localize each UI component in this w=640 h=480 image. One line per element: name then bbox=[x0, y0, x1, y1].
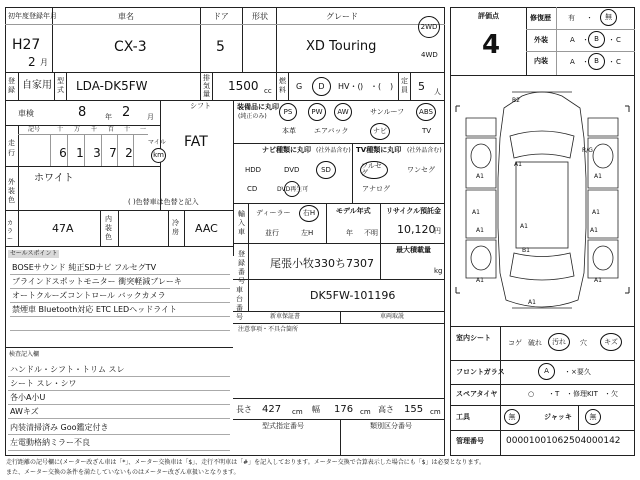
inspector-line: 左電動格納ミラー不良 bbox=[10, 438, 90, 447]
car-name: CX-3 bbox=[114, 39, 147, 55]
model-value: LDA-DK5FW bbox=[76, 79, 148, 93]
mileage-digit: 6 bbox=[59, 146, 67, 160]
import-parallel: 並行 bbox=[265, 229, 279, 237]
color-code-value: 47A bbox=[52, 222, 74, 235]
import-right-circle: 右H bbox=[299, 205, 319, 222]
chassis-label: 車台番号 bbox=[236, 286, 243, 321]
recycle-value: 10,120 bbox=[397, 223, 436, 236]
frontglass-label: フロントガラス bbox=[456, 368, 505, 376]
navi-dvd-play-circle bbox=[284, 181, 300, 197]
inspection-year-unit: 年 bbox=[105, 113, 112, 121]
unit-jyu: 十 bbox=[124, 126, 131, 133]
seat-yogore-circle: 汚れ bbox=[548, 333, 570, 351]
spare-label: スペアタイヤ bbox=[456, 390, 498, 398]
mileage-digit: 7 bbox=[109, 146, 117, 160]
fuel-diesel-circle: D bbox=[312, 77, 331, 96]
inspection-month-unit: 月 bbox=[147, 113, 154, 121]
reg-label: 初年度登録年月 bbox=[8, 12, 57, 20]
navi-dvd: DVD bbox=[284, 166, 300, 174]
model-label: 型式 bbox=[57, 77, 64, 94]
unit-man: 万 bbox=[74, 126, 81, 133]
tools-label: 工具 bbox=[456, 413, 470, 421]
diagram-mark: A1 bbox=[520, 223, 528, 230]
manage-label: 管理番号 bbox=[456, 437, 484, 445]
fuel-other: ・( bbox=[370, 82, 382, 91]
mileage-label: 走行 bbox=[8, 139, 15, 157]
int-c: C bbox=[616, 58, 621, 66]
spare-opt: ・T bbox=[548, 390, 560, 398]
drive-2wd-circle: 2WD bbox=[418, 16, 440, 38]
equip-airbag: エアバック bbox=[314, 127, 349, 135]
max-load-label: 最大積載量 bbox=[396, 246, 431, 254]
shape-label: 形状 bbox=[252, 12, 268, 21]
model-year-unknown: 不明 bbox=[364, 229, 378, 237]
fuel-g: G bbox=[296, 82, 303, 91]
equip-abs-circle: ABS bbox=[416, 103, 436, 121]
reg-type-label: 登録 bbox=[8, 77, 15, 94]
grade-value: XD Touring bbox=[306, 39, 377, 54]
sales-point-line: 禁煙車 Bluetooth対応 ETC LEDヘッドライト bbox=[12, 305, 177, 314]
equip-pw-circle: PW bbox=[308, 103, 326, 121]
disp-unit: cc bbox=[264, 87, 272, 95]
unit-hyaku: 百 bbox=[108, 126, 115, 133]
diagram-mark: A1 bbox=[514, 161, 522, 168]
width-unit: cm bbox=[360, 408, 371, 416]
diagram-mark: A1 bbox=[472, 209, 480, 216]
diagram-mark: A1 bbox=[594, 173, 602, 180]
width-value: 176 bbox=[334, 404, 354, 415]
grade-label: グレード bbox=[326, 12, 358, 21]
type-spec-label: 型式指定番号 bbox=[262, 422, 304, 430]
mileage-sub-label: 記号 bbox=[28, 126, 41, 133]
reg-era: H27 bbox=[12, 37, 41, 53]
fuel-label: 燃料 bbox=[279, 77, 286, 94]
spare-opt: ○ bbox=[528, 390, 535, 398]
diagram-mark: A1 bbox=[476, 173, 484, 180]
mile-label: マイル bbox=[148, 139, 166, 146]
sales-points-label: セールスポイント bbox=[10, 250, 58, 257]
diagram-mark: A1 bbox=[592, 209, 600, 216]
equip-sunroof: サンルーフ bbox=[370, 108, 405, 116]
tools-none-circle: 無 bbox=[504, 409, 520, 425]
ext-dot2: ・ bbox=[608, 36, 615, 44]
cap-unit: 人 bbox=[434, 88, 441, 96]
drive-4wd: 4WD bbox=[421, 51, 438, 59]
ac-label: 冷房 bbox=[172, 219, 179, 236]
spare-opt: ・欠 bbox=[604, 390, 618, 398]
diagram-mark: R/G bbox=[582, 147, 593, 154]
plate-label: 登録番号 bbox=[238, 250, 245, 285]
unit-jyu-man: 十 bbox=[57, 126, 64, 133]
inspector-line: シート スレ・シワ bbox=[10, 379, 77, 388]
equipment-label: 装備品に丸印 bbox=[237, 103, 279, 111]
ext-b-circle: B bbox=[588, 31, 605, 48]
seat-koge: コゲ bbox=[508, 339, 522, 347]
length-value: 427 bbox=[262, 404, 282, 415]
cap-value: 5 bbox=[418, 80, 425, 93]
ext-a: A bbox=[570, 36, 575, 44]
navi-dvd-play: DVD再生可 bbox=[277, 186, 309, 193]
warranty-new-car: 新車保証書 bbox=[270, 313, 301, 320]
inspector-line: ハンドル・シフト・トリム スレ bbox=[10, 365, 125, 374]
inspector-line: 内装清掃済み Goo鑑定付き bbox=[10, 423, 109, 432]
seat-label: 室内シート bbox=[456, 334, 491, 342]
shift-label: シフト bbox=[190, 102, 211, 110]
length-label: 長さ bbox=[236, 405, 252, 414]
exterior-label: 外装色 bbox=[8, 178, 15, 204]
shift-value: FAT bbox=[184, 134, 208, 150]
width-label: 幅 bbox=[312, 405, 320, 414]
reg-type-value: 自家用 bbox=[22, 80, 52, 91]
ac-value: AAC bbox=[195, 222, 218, 235]
jack-none-circle: 無 bbox=[585, 409, 601, 425]
km-circle: km bbox=[151, 148, 166, 163]
int-dot2: ・ bbox=[608, 58, 615, 66]
diagram-mark: B1 bbox=[522, 247, 530, 254]
unit-ichi: 一 bbox=[140, 126, 147, 133]
import-dealer: ディーラー bbox=[256, 209, 291, 217]
inspection-year: 8 bbox=[78, 105, 87, 120]
manage-value: 0000100106250400014​2 bbox=[506, 436, 621, 446]
equip-leather: 本革 bbox=[282, 127, 296, 135]
color-code-label: カラー bbox=[7, 220, 14, 243]
score-value: 4 bbox=[482, 30, 501, 60]
navi-label: ナビ種類に丸印 bbox=[262, 146, 311, 154]
equip-tv: TV bbox=[422, 127, 432, 135]
height-unit: cm bbox=[430, 408, 441, 416]
repair-none-circle: 無 bbox=[600, 9, 617, 26]
diagram-mark: A1 bbox=[590, 227, 598, 234]
fuel-close: ) bbox=[360, 82, 364, 91]
recycle-unit: 円 bbox=[434, 227, 441, 235]
seat-ana: 穴 bbox=[580, 339, 587, 347]
sales-point-line: ブラインドスポットモニター 衝突軽減ブレーキ bbox=[12, 277, 182, 286]
int-b-circle: B bbox=[588, 53, 605, 70]
warranty-manual: 車両取説 bbox=[380, 313, 405, 320]
model-year-label: モデル年式 bbox=[336, 207, 371, 215]
frontglass-opt: ・×要久 bbox=[564, 368, 591, 376]
car-diagram bbox=[452, 78, 633, 323]
tv-label: TV種類に丸印 bbox=[356, 146, 402, 154]
tv-fullseg-circle: フルセグ bbox=[360, 161, 388, 179]
ext-c: C bbox=[616, 36, 621, 44]
interior-color-label: 内装色 bbox=[105, 215, 112, 241]
repair-yes: 有 bbox=[568, 14, 575, 22]
disp-value: 1500 bbox=[228, 79, 259, 93]
tv-sub: (社外品含む) bbox=[407, 147, 442, 154]
navi-sub: (社外品含む) bbox=[316, 147, 351, 154]
score-label: 評価点 bbox=[478, 12, 499, 20]
diagram-mark: A1 bbox=[594, 277, 602, 284]
fuel-hv: HV・( bbox=[338, 82, 361, 91]
diagram-mark: A1 bbox=[476, 227, 484, 234]
disp-label: 排気量 bbox=[203, 74, 210, 98]
frontglass-a-circle: A bbox=[538, 363, 555, 380]
navi-sd-circle: SD bbox=[316, 161, 336, 179]
seat-yabure: 破れ bbox=[528, 339, 542, 347]
max-load-unit: kg bbox=[434, 267, 443, 275]
import-label: 輸入車 bbox=[238, 210, 245, 236]
sales-point-line: BOSEサウンド 純正SDナビ フルセグTV bbox=[12, 263, 157, 272]
chassis-value: DK5FW-101196 bbox=[310, 289, 396, 302]
ext-dot: ・ bbox=[582, 36, 589, 44]
inspector-label: 検査記入欄 bbox=[9, 351, 40, 358]
height-label: 高さ bbox=[378, 405, 394, 414]
int-dot: ・ bbox=[582, 58, 589, 66]
repair-dot: ・ bbox=[586, 14, 593, 22]
mileage-digit: 2 bbox=[125, 146, 133, 160]
navi-hdd: HDD bbox=[245, 166, 262, 174]
length-unit: cm bbox=[292, 408, 303, 416]
height-value: 155 bbox=[404, 404, 424, 415]
navi-cd: CD bbox=[247, 185, 258, 193]
diagram-mark: B2 bbox=[512, 97, 520, 104]
plate-value: 尾張小牧330ち7307 bbox=[270, 257, 374, 270]
notice-label: 注意事項・不具合箇所 bbox=[238, 326, 299, 333]
unit-sen: 千 bbox=[91, 126, 98, 133]
cap-label: 定員 bbox=[401, 77, 408, 94]
sales-point-line: オートクルーズコントロール バックカメラ bbox=[12, 291, 166, 300]
exterior-value: ホワイト bbox=[34, 173, 74, 184]
reg-month-unit: 月 bbox=[40, 58, 48, 67]
tv-oneseg: ワンセグ bbox=[407, 166, 435, 174]
footer-line-1: 走行距離の記号欄に(メーター改ざん車は「*」、メーター交換車は「$」、走行不明車は「#」を記入しております。メーター交換で合算表示した場合にも「$」は必要となります。 bbox=[6, 459, 486, 466]
int-label: 内装 bbox=[534, 57, 548, 65]
fuel-other-close: ) bbox=[390, 82, 394, 91]
reg-month: 2 bbox=[28, 55, 36, 69]
inspector-line: AWキズ bbox=[10, 407, 39, 416]
model-year-unit: 年 bbox=[346, 229, 353, 237]
inspector-line: 各小A小U bbox=[10, 393, 46, 402]
mileage-digit: 1 bbox=[76, 146, 84, 160]
recycle-label: リサイクル預託金 bbox=[386, 207, 442, 215]
footer-line-2: また、メーター交換の条件を満たしていないものはメーター改ざん車扱いとなります。 bbox=[6, 469, 240, 476]
int-a: A bbox=[570, 58, 575, 66]
jack-label: ジャッキ bbox=[544, 413, 572, 421]
inspection-month: 2 bbox=[122, 105, 131, 120]
diagram-mark: A1 bbox=[476, 277, 484, 284]
equipment-sub: (純正のみ) bbox=[238, 113, 267, 120]
equip-aw-circle: AW bbox=[334, 103, 352, 121]
spare-opt: ・修理KIT bbox=[566, 390, 598, 398]
ext-label: 外装 bbox=[534, 36, 548, 44]
inspection-label: 車検 bbox=[18, 109, 34, 118]
door-label: ドア bbox=[213, 12, 229, 21]
name-label: 車名 bbox=[118, 12, 134, 21]
tv-analog: アナログ bbox=[362, 185, 390, 193]
exterior-note: ( )色替車は色替と記入 bbox=[128, 198, 199, 206]
equip-ps-circle: PS bbox=[279, 103, 297, 121]
door-value: 5 bbox=[216, 39, 225, 55]
diagram-mark: A1 bbox=[528, 299, 536, 306]
class-label: 類別区分番号 bbox=[370, 422, 412, 430]
mileage-digit: 3 bbox=[93, 146, 101, 160]
seat-kizu-circle: キズ bbox=[600, 333, 622, 351]
repair-label: 修復歴 bbox=[530, 14, 551, 22]
import-left: 左H bbox=[301, 229, 314, 237]
equip-navi-circle: ナビ bbox=[370, 123, 390, 140]
